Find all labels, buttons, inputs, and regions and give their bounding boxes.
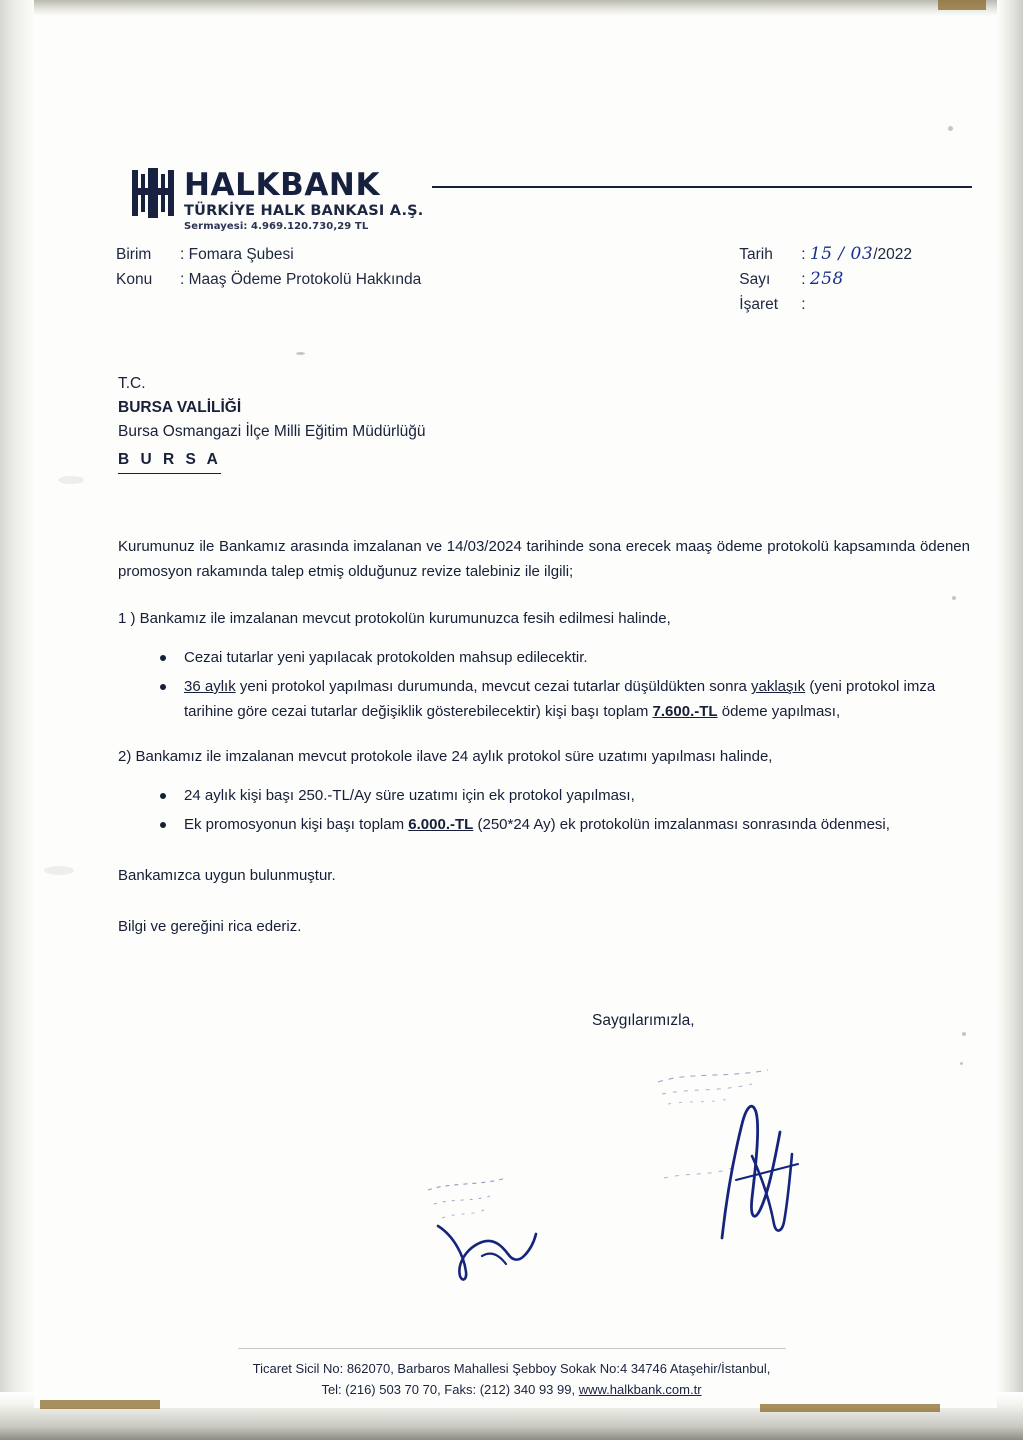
footer-contact-line [0, 1379, 1023, 1400]
isaret-label: İşaret [739, 296, 779, 313]
scan-edge-left [0, 0, 34, 1440]
konu-label: Konu [116, 271, 153, 288]
addressee-line-2: BURSA VALİLİĞİ [118, 399, 242, 416]
item2-bullet2-text-1: Ek promosyonun kişi başı toplam [184, 816, 409, 833]
scan-dot-4 [960, 1062, 963, 1065]
footer-phone-text: Tel: (216) 503 70 70, Faks: (212) 340 93 99, [321, 1382, 579, 1397]
konu-row [116, 267, 421, 292]
item1-bullet2-text-2: (yeni protokol imza tarihine göre cezai tutarlar değişiklik gösterebilecektir) kişi başı toplam [184, 678, 936, 720]
letter-meta-left [116, 242, 421, 292]
item1-bullet2-term: 36 aylık [184, 678, 236, 695]
signature-right [648, 1060, 818, 1260]
brand-legal-name: TÜRKİYE HALK BANKASI A.Ş. [184, 203, 424, 219]
list-item [154, 674, 970, 724]
scan-artifact-bottom-left [40, 1400, 160, 1409]
closing-line-2: Bilgi ve gereğini rica ederiz. [118, 918, 302, 935]
list-item [154, 783, 970, 808]
konu-value: : Maaş Ödeme Protokolü Hakkında [180, 271, 422, 288]
body-item-1-bullets [118, 645, 970, 724]
footer-block [0, 1358, 1023, 1400]
scan-smudge-2 [44, 866, 74, 875]
letter-body [118, 534, 970, 961]
closing-line-1: Bankamızca uygun bulunmuştur. [118, 867, 336, 884]
body-item-1-heading: 1 ) Bankamız ile imzalanan mevcut protokolün kurumunuzca fesih edilmesi halinde, [118, 610, 671, 627]
tarih-year: /2022 [873, 246, 912, 263]
letter-meta [116, 242, 920, 314]
item1-bullet2-amount: 7.600.-TL [652, 703, 718, 720]
scan-edge-top [0, 0, 1023, 16]
letterhead [116, 167, 920, 314]
birim-label: Birim [116, 246, 152, 263]
tarih-row: Tarih : 15 / 03/2022 [739, 242, 912, 267]
item1-bullet2-text-3: ödeme yapılması, [717, 703, 841, 720]
body-item-2-bullets [118, 783, 970, 837]
sayi-row: Sayı : 258 [739, 267, 912, 292]
item2-bullet1-text: 24 aylık kişi başı 250.-TL/Ay süre uzatımı için ek protokol yapılması, [184, 787, 635, 804]
brand-capital-line: Sermayesi: 4.969.120.730,29 TL [184, 221, 369, 232]
item2-bullet2-amount: 6.000.-TL [408, 816, 474, 833]
item1-bullet2-text-1: yeni protokol yapılması durumunda, mevcut cezai tutarlar düşüldükten sonra [235, 678, 751, 695]
scan-artifact-bottom-right [760, 1404, 940, 1412]
brand-rule [432, 186, 972, 188]
halkbank-logo-icon [130, 168, 176, 218]
item1-bullet1-text: Cezai tutarlar yeni yapılacak protokolden mahsup edilecektir. [184, 649, 588, 666]
birim-row [116, 242, 421, 267]
footer-divider [238, 1348, 786, 1349]
isaret-value: : [801, 296, 806, 313]
isaret-row [739, 292, 912, 317]
brand-name: HALKBANK [184, 167, 381, 203]
addressee-city: B U R S A [118, 448, 221, 474]
footer-website-link[interactable]: www.halkbank.com.tr [578, 1382, 702, 1397]
list-item [154, 812, 970, 837]
item1-bullet2-approx: yaklaşık [750, 678, 806, 695]
sayi-label: Sayı [739, 271, 771, 288]
birim-value: : Fomara Şubesi [180, 246, 294, 263]
addressee-line-3: Bursa Osmangazi İlçe Milli Eğitim Müdürlüğü [118, 423, 426, 440]
signature-left [420, 1160, 570, 1290]
regards-line: Saygılarımızla, [592, 1012, 695, 1029]
list-item [154, 645, 970, 670]
letter-meta-right [739, 242, 912, 317]
scan-smudge-1 [58, 476, 84, 484]
scan-dot-1 [948, 126, 953, 131]
sayi-handwritten-value: 258 [809, 269, 844, 289]
item2-bullet2-text-2: (250*24 Ay) ek protokolün imzalanması sonrasında ödenmesi, [473, 816, 890, 833]
scan-dot-5 [296, 352, 305, 355]
scan-artifact-top-right [938, 0, 986, 10]
addressee-line-1: T.C. [118, 375, 146, 392]
brand-text [184, 168, 920, 232]
tarih-label: Tarih [739, 246, 773, 263]
brand-row [130, 168, 920, 232]
body-item-2-heading: 2) Bankamız ile imzalanan mevcut protokole ilave 24 aylık protokol süre uzatımı yapılması halinde, [118, 748, 773, 765]
tarih-handwritten-value: 15 / 03 [809, 244, 874, 264]
footer-address-line: Ticaret Sicil No: 862070, Barbaros Mahallesi Şebboy Sokak No:4 34746 Ataşehir/İstanbul, [252, 1361, 771, 1376]
addressee-block [118, 372, 426, 474]
scan-dot-3 [962, 1032, 966, 1036]
scan-edge-right [997, 0, 1023, 1440]
body-intro-paragraph: Kurumunuz ile Bankamız arasında imzalanan ve 14/03/2024 tarihinde sona erecek maaş ödeme protokolü kapsamında ödenen promosyon rakamında talep etmiş olduğunuz revize talebiniz ile ilgili; [118, 538, 970, 580]
